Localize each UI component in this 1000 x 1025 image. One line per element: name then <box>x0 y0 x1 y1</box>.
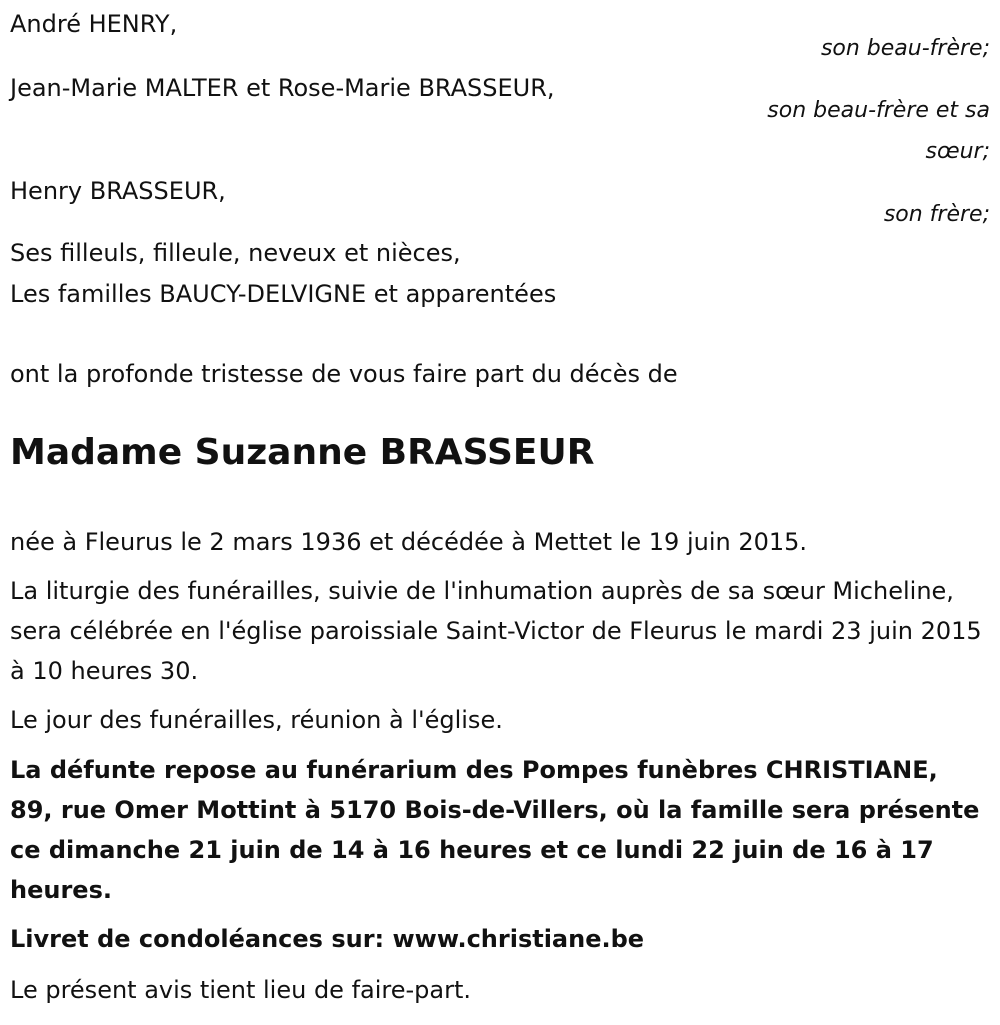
reunion-info: Le jour des funérailles, réunion à l'église. <box>10 706 503 734</box>
family-member-relation: son frère; <box>883 202 990 227</box>
liturgy-info: La liturgie des funérailles, suivie de l'inhumation auprès de sa sœur Micheline, sera célébrée en l'église paroissiale Saint-Victor de Fleurus le mardi 23 juin 2015 à 10 heures 30. <box>10 577 982 685</box>
family-member-relation: son beau-frère et sa <box>767 98 990 123</box>
family-member-relation: sœur; <box>925 139 990 164</box>
other-relatives-line: Ses filleuls, filleule, neveux et nièces, <box>10 239 461 267</box>
family-member-name: Henry BRASSEUR, <box>10 177 226 205</box>
condolences-info: Livret de condoléances sur: www.christiane.be <box>10 925 645 953</box>
funerarium-info: La défunte repose au funérarium des Pompes funèbres CHRISTIANE, 89, rue Omer Mottint à 5170 Bois-de-Villers, où la famille sera présente ce dimanche 21 juin de 14 à 16 heures et ce lundi 22 juin de 16 à 17 heures. <box>10 756 980 904</box>
family-member-relation: son beau-frère; <box>820 36 990 61</box>
birth-death-info: née à Fleurus le 2 mars 1936 et décédée à Mettet le 19 juin 2015. <box>10 528 808 556</box>
deceased-name: Madame Suzanne BRASSEUR <box>10 432 595 473</box>
notice-text: Le présent avis tient lieu de faire-part. <box>10 976 472 1004</box>
family-member-name: André HENRY, <box>10 10 178 38</box>
announcement-text: ont la profonde tristesse de vous faire part du décès de <box>10 360 678 388</box>
family-member-name: Jean-Marie MALTER et Rose-Marie BRASSEUR, <box>10 74 555 102</box>
other-relatives-line: Les familles BAUCY-DELVIGNE et apparentées <box>10 280 557 308</box>
